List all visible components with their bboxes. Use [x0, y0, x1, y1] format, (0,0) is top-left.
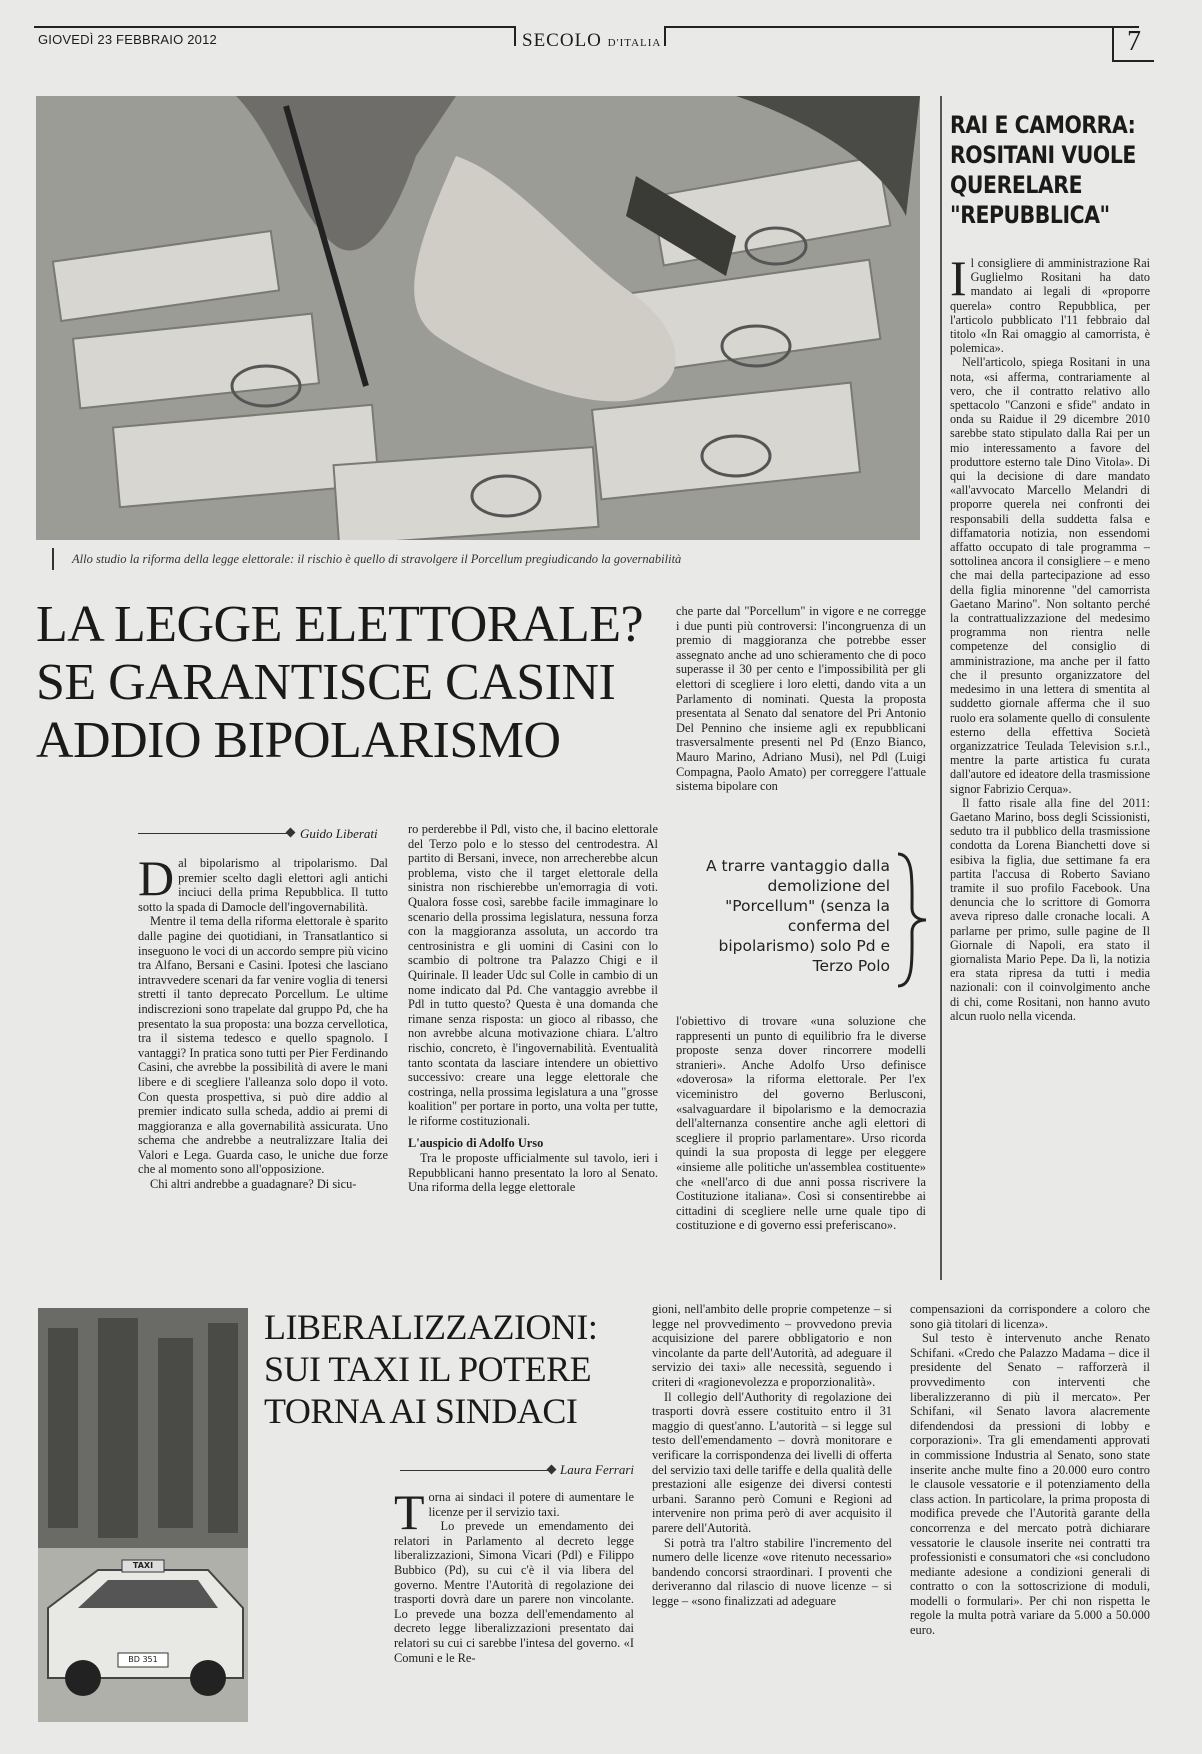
second-byline-diamond-icon	[547, 1465, 557, 1475]
second-col1-p1: orna ai sindaci il potere di aumentare le licenze per il servizio taxi.	[428, 1490, 634, 1519]
masthead	[522, 30, 661, 52]
second-headline-line2: SUI TAXI IL POTERE	[264, 1349, 592, 1389]
main-column-2	[408, 822, 658, 1272]
main-col2-p2: Tra le proposte ufficialmente sul tavolo, ieri i Repubblicani hanno presentato la loro al Senato. Una riforma della legge elettorale	[408, 1151, 658, 1195]
sidebar-rule	[940, 96, 942, 1280]
second-column-1	[394, 1490, 634, 1720]
second-col3-p1: compensazioni da corrispondere a coloro che sono già titolari di licenza».	[910, 1302, 1150, 1331]
header-rule-right	[664, 26, 1139, 28]
second-headline-line3: TORNA AI SINDACI	[264, 1391, 578, 1431]
photo-caption: Allo studio la riforma della legge elettorale: il rischio è quello di stravolgere il Porcellum pregiudicando la governabilità	[72, 552, 682, 566]
main-column-1	[138, 856, 388, 1272]
sidebar-headline-line1: RAI E CAMORRA:	[950, 111, 1136, 139]
sidebar-headline-line3: QUERELARE	[950, 171, 1083, 199]
byline-diamond-icon	[286, 828, 296, 838]
page-number-box	[1112, 26, 1154, 62]
sidebar-dropcap: I	[950, 256, 967, 306]
masthead-title: SECOLO	[522, 30, 602, 51]
second-col3-p2: Sul testo è intervenuto anche Renato Schifani. «Credo che Palazzo Madama – dice il presidente del Senato – rafforzerà il provvedimento con interventi che liberalizzeranno di più il mercato». Per Schifani, «il Senato lavora alacremente difendendosi da pressioni di lobby e corporazioni». Tra gli emendamenti approvati in commissione Industria al Senato, sono state inserite anche multe fino a 20.000 euro contro le clausole vessatorie e il potenziamento della class action. In particolare, la prima proposta di modifica prevede che l'Autorità garante della concorrenza e del mercato potrà dichiarare vessatorie le clausole inserite nei contratti tra professionisti e consumatori che «si concludono mediante adesione a condizioni generali di contratto o con la sottoscrizione di moduli, modelli o formulari». Per chi non rispetta le regole la multa potrà variare da 5.000 a 50.000 euro.	[910, 1331, 1150, 1638]
main-column-3b	[676, 1014, 926, 1272]
main-headline-line3: ADDIO BIPOLARISMO	[36, 712, 561, 769]
page-number: 7	[1127, 26, 1141, 57]
main-headline	[36, 596, 643, 770]
header-rule-left	[34, 26, 514, 28]
pullquote-text: A trarre vantaggio dalla demolizione del "Porcellum" (senza la conferma del bipolarismo) solo Pd e Terzo Polo	[706, 857, 890, 975]
page-header	[34, 22, 1164, 72]
masthead-bar-right	[664, 26, 666, 46]
second-headline	[264, 1306, 597, 1432]
ballot-photo	[36, 96, 920, 540]
sidebar-column	[950, 256, 1150, 1274]
main-headline-line2: SE GARANTISCE CASINI	[36, 654, 616, 711]
ballot-photo-illustration	[36, 96, 920, 540]
second-byline-rule	[400, 1470, 550, 1471]
main-dropcap: D	[138, 856, 175, 906]
second-col2-p3: Si potrà tra l'altro stabilire l'incremento del numero delle licenze «ove ritenuto necessario» bandendo concorsi straordinari. I proventi che deriveranno dal rilascio di nuove licenze – si legge – «sono finalizzati ad adeguare	[652, 1535, 892, 1608]
taxi-sign-text: TAXI	[132, 1561, 154, 1570]
main-col2-subhead: L'auspicio di Adolfo Urso	[408, 1136, 544, 1151]
second-col1-p2: Lo prevede un emendamento dei relatori in Parlamento al decreto legge liberalizzazioni, Simona Vicari (Pdl) e Filippo Bubbico (Pd), su cui c'è il via libera del governo. Mentre l'Autorità di regolazione dei trasporti dovrà dare un parere non vincolante. Lo prevede una bozza dell'emendamento al decreto legge liberalizzazioni presentato dai relatori su cui ci sarebbe l'intesa del governo. «I Comuni e le Re-	[394, 1519, 634, 1665]
main-col3-p1: che parte dal "Porcellum" in vigore e ne corregge i due punti più controversi: l'incongruenza di un premio di maggioranza che potrebbe esser assegnato anche ad uno schieramento che di poco superasse il 30 per cento e l'impossibilità per gli elettori di scegliere i loro eletti, dando vita a un Parlamento di nominati. Questa la proposta presentata al Senato dal senatore del Pri Antonio Del Pennino che insieme agli ex repubblicani trasversalmente presenti nel Pd (Enzo Bianco, Mauro Marino, Adriano Musi), nel Pdl (Luigi Compagna, Paolo Amato) per correggere l'attuale sistema bipolare con	[676, 604, 926, 794]
main-col2-p1: ro perderebbe il Pdl, visto che, il bacino elettorale del Terzo polo e lo stesso del centrodestra. Al partito di Bersani, invece, non arrecherebbe alcun problema, visto che il target elettorale della sinistra non rischierebbe un'emorragia di voti. Qualora fosse così, sarebbe facile immaginare lo scenario della prossima legislatura, nessuna forza con la maggioranza assoluta, un accordo tra centrosinistra e gli uomini di Casini con lo scambio di poltrone tra Palazzo Chigi e il Quirinale. Il leader Udc sul Colle in cambio di un nome indicato dal Pd. Che vantaggio avrebbe il Pdl in tutto questo? Questa è una domanda che rimane senza risposta: un gioco al ribasso, che non avrebbe alcuna motivazione chiara. L'altro rischio, concreto, è l'ingovernabilità. Eventualità tanto scontata da lasciare intendere un obiettivo successivo: creare una legge elettorale che costringa, nella prossima legislatura a una "grosse koalition" per portare in porto, una volta per tutte, le riforme costituzionali.	[408, 822, 658, 1128]
main-column-3	[676, 604, 926, 822]
pullquote	[690, 856, 890, 986]
byline-rule	[138, 833, 288, 834]
sidebar-headline-line4: "REPUBBLICA"	[950, 201, 1110, 229]
caption-bar	[52, 548, 54, 570]
second-col2-p1: gioni, nell'ambito delle proprie competenze – si legge nel provvedimento – provvedono previa acquisizione del parere obbligatorio e non vincolante da parte dell'Autorità, ad adeguare il servizio dei taxi» alle necessità, seguendo i criteri di «ragionevolezza e proporzionalità».	[652, 1302, 892, 1389]
main-col1-p2: Mentre il tema della riforma elettorale è sparito dalle pagine dei quotidiani, in Transatlantico si inseguono le voci di un accordo sempre più vicino tra Alfano, Bersani e Casini. Ipotesi che lasciano intravvedere scenari da far venire voglia di tenersi stretti il tanto deprecato Porcellum. Le ultime indiscrezioni sono trapelate dal gruppo Pd, che ha presentato la sua proposta: una bozza cervellotica, tra il sistema tedesco e quello spagnolo. I vantaggi? In pratica sono tutti per Pier Ferdinando Casini, che avrebbe la possibilità di avere le mani libere e di scegliere l'alleanza solo dopo il voto. Con questa prospettiva, si può dire addio al premier indicato sulla scheda, addio ai premi di maggioranza e alla governabilità assicurata. Uno schema che andrebbe a neutralizzare Italia dei Valori e Lega. Guarda caso, le uniche due forze che al momento sono all'opposizione.	[138, 914, 388, 1177]
second-dropcap: T	[394, 1490, 425, 1540]
masthead-bar-left	[514, 26, 516, 46]
main-col3-p2: l'obiettivo di trovare «una soluzione che rappresenti un punto di equilibrio fra le diverse proposte senza dover rincorrere modelli stranieri». Anche Adolfo Urso definisce «doverosa» la riforma elettorale. Per l'ex viceministro del governo Berlusconi, «salvaguardare il bipolarismo e la democrazia dell'alternanza consentire anche agli elettori di scegliere il proprio parlamentare». Urso ricorda quindi la sua proposta di legge per eleggere «insieme alle politiche un'assemblea costituente» che «nell'arco di due anni possa riscrivere la Costituzione italiana». Così si consentirebbe ai cittadini di scegliere nelle urne quale tipo di costituzione e di governo essi preferiscano».	[676, 1014, 926, 1233]
main-col1-p1: al bipolarismo al tripolarismo. Dal premier scelto dagli elettori agli antichi inciuci della prima Repubblica. Il tutto sotto la spada di Damocle dell'ingovernabilità.	[138, 856, 388, 914]
masthead-suffix: D'ITALIA	[607, 37, 662, 49]
second-headline-line1: LIBERALIZZAZIONI:	[264, 1307, 598, 1347]
main-headline-line1: LA LEGGE ELETTORALE?	[36, 596, 644, 653]
taxi-photo	[38, 1308, 248, 1722]
sidebar-p1: l consigliere di amministrazione Rai Guglielmo Rositani ha dato mandato ai legali di «proporre querela» contro Repubblica, per l'articolo pubblicato l'11 febbraio dal titolo «In Rai omaggio al camorrista, è polemica».	[950, 256, 1150, 356]
taxi-plate-text: BD 351	[128, 1655, 158, 1664]
second-column-2	[652, 1302, 892, 1720]
pullquote-brace-icon	[894, 852, 930, 988]
sidebar-headline-line2: ROSITANI VUOLE	[950, 141, 1136, 169]
sidebar-headline	[950, 110, 1136, 230]
header-date: GIOVEDÌ 23 FEBBRAIO 2012	[38, 32, 217, 47]
sidebar-p3: Il fatto risale alla fine del 2011: Gaetano Marino, boss degli Scissionisti, seduto tra il pubblico della trasmissione condotta da Lorena Bianchetti dove si esibiva la figlia, due settimane fa era partita l'accusa di Roberto Saviano tramite il suo profilo Facebook. Una denuncia che lo scrittore di Gomorra aveva ripreso dalle cronache locali. A parlarne per primo, sulle pagine de Il Giornale di Napoli, era stato il giornalista Mario Pepe. Da lì, la notizia era stata ripresa da tutti i media nazionali: con il coinvolgimento anche di chi, come Rositani, non hanno avuto alcun ruolo nella vicenda.	[950, 795, 1150, 1023]
main-col1-p3: Chi altri andrebbe a guadagnare? Di sicu-	[150, 1177, 357, 1192]
main-byline: Guido Liberati	[300, 826, 378, 841]
second-byline: Laura Ferrari	[560, 1462, 635, 1477]
second-column-3	[910, 1302, 1150, 1720]
sidebar-p2: Nell'articolo, spiega Rositani in una nota, «si afferma, contrariamente al vero, che il contratto relativo allo spettacolo "Canzoni e sfide" andato in onda su Raidue il 29 dicembre 2010 sarebbe stato stipulato dalla Rai per un mio interessamento a favore del produttore esterno tale Dino Vitola». Di qui la decisione di dare mandato «all'avvocato Marcello Melandri di proporre querela nei confronti dei responsabili della suddetta falsa e diffamatoria notizia, non essendomi affatto occupato di tale programma – sottolinea ancora il consigliere – e meno che mai della partecipazione ad esso della figlia minorenne "del camorrista Gaetano Marino". Non soltanto perché la contrattualizzazione del medesimo programma non rientra nelle competenze del consiglio di amministrazione, ma anche per il fatto che il presunto organizzatore del medesimo in una lettera di smentita al suddetto giornale afferma che il suo ruolo era solamente quello di consulente esterno della effettiva Società organizzatrice Teulada Television s.r.l., mentre la parte artistica fu curata dall'autore ed ideatore della trasmissione signor Fabrizio Cerqua».	[950, 355, 1150, 796]
second-col2-p2: Il collegio dell'Authority di regolazione dei trasporti dovrà essere costituito entro il 31 maggio di quest'anno. L'autorità – si legge sul testo dell'emendamento – dovrà monitorare e verificare la corrispondenza dei livelli di offerta del servizio taxi delle tariffe e della qualità delle prestazioni alle esigenze dei diversi contesti urbani. Saranno però Comuni e Regioni ad intervenire non prima però di aver acquisito il parere dell'Autorità.	[652, 1389, 892, 1535]
